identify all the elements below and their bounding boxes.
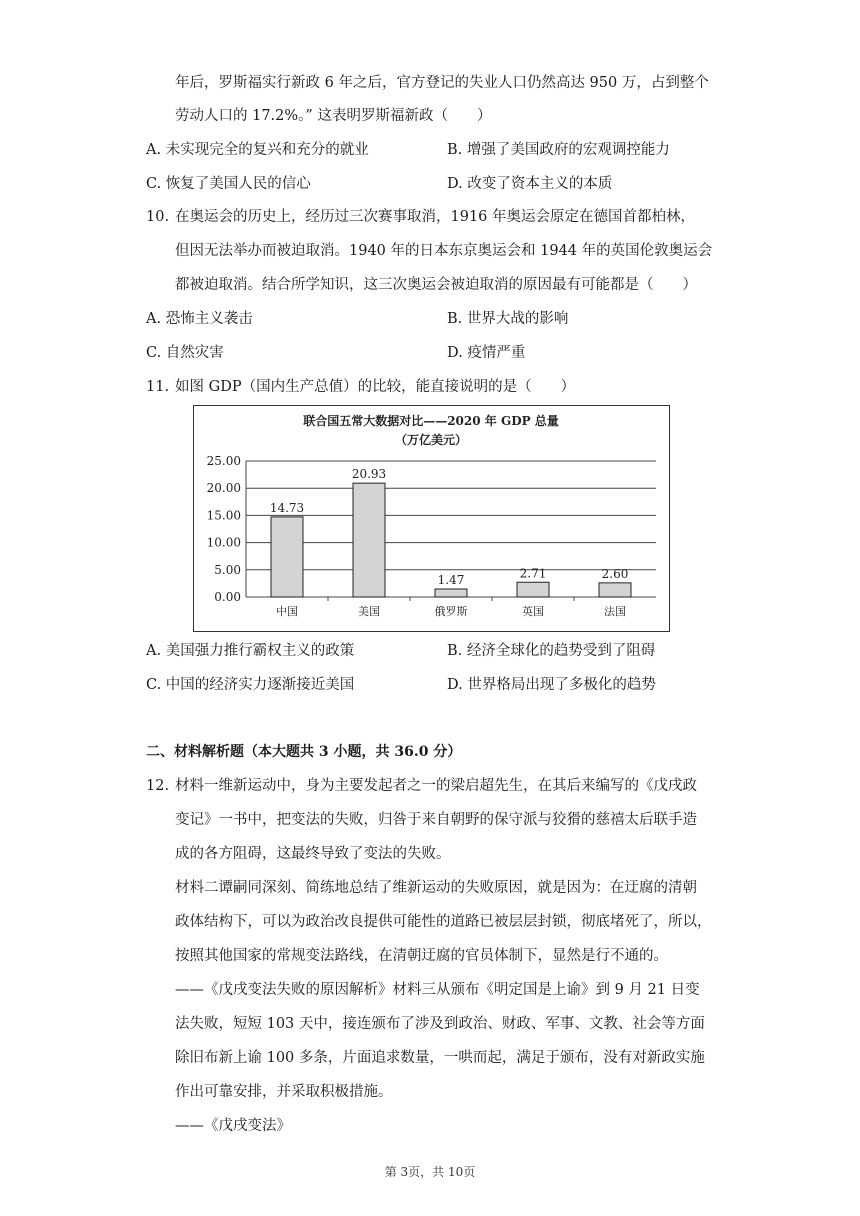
y-tick-label: 10.00 xyxy=(206,535,241,550)
q12-number: 12. xyxy=(146,778,170,794)
q12-line: 变记》一书中，把变法的失败，归咎于来自朝野的保守派与狡猾的慈禧太后联手造 xyxy=(175,812,697,828)
bar-0 xyxy=(271,517,303,597)
q10-option-c: C. 自然灾害 xyxy=(146,345,224,361)
q9-stem-line-1: 年后，罗斯福实行新政 6 年之后，官方登记的失业人口仍然高达 950 万，占到整个 xyxy=(175,75,709,91)
q11-option-b: B. 经济全球化的趋势受到了阻碍 xyxy=(447,643,656,659)
q12-line: 政体结构下，可以为政治改良提供可能性的道路已被层层封锁，彻底堵死了，所以， xyxy=(175,914,712,930)
gdp-bar-chart xyxy=(193,405,670,632)
q11-stem-line-1: 如图 GDP（国内生产总值）的比较，能直接说明的是（ ） xyxy=(175,379,576,395)
q12-line: 按照其他国家的常规变法路线，在清朝迂腐的官员体制下，显然是行不通的。 xyxy=(175,948,668,964)
page-footer: 第 3页，共 10页 xyxy=(384,1165,476,1179)
q9-option-d: D. 改变了资本主义的本质 xyxy=(447,176,613,192)
data-label: 20.93 xyxy=(351,467,387,482)
q9-option-c: C. 恢复了美国人民的信心 xyxy=(146,176,311,192)
data-label: 2.60 xyxy=(601,566,629,581)
chart-subtitle: （万亿美元） xyxy=(394,433,468,447)
bar-1 xyxy=(353,483,385,597)
x-tick-label: 中国 xyxy=(276,605,298,618)
q9-option-b: B. 增强了美国政府的宏观调控能力 xyxy=(447,142,670,158)
q10-option-b: B. 世界大战的影响 xyxy=(447,311,569,327)
q12-line: 除旧布新上谕 100 多条，片面追求数量，一哄而起，满足于颁布，没有对新政实施 xyxy=(175,1050,705,1066)
q10-stem-line-2: 但因无法举办而被迫取消。1940 年的日本东京奥运会和 1944 年的英国伦敦奥运会 xyxy=(175,243,713,259)
q10-option-a: A. 恐怖主义袭击 xyxy=(146,311,253,327)
q12-line: ——《戊戌变法》 xyxy=(175,1118,291,1134)
gdp-chart-svg xyxy=(194,406,669,631)
q11-number: 11. xyxy=(146,379,170,395)
q11-option-c: C. 中国的经济实力逐渐接近美国 xyxy=(146,677,355,693)
y-tick-label: 5.00 xyxy=(214,562,241,577)
q12-line: 材料一维新运动中，身为主要发起者之一的梁启超先生，在其后来编写的《戊戌政 xyxy=(175,778,697,794)
data-label: 1.47 xyxy=(437,573,465,588)
x-tick-label: 英国 xyxy=(522,605,544,618)
x-tick-label: 俄罗斯 xyxy=(434,605,468,618)
y-tick-label: 20.00 xyxy=(206,481,241,496)
q12-line: 作出可靠安排，并采取积极措施。 xyxy=(175,1084,393,1100)
q11-option-a: A. 美国强力推行霸权主义的政策 xyxy=(146,643,355,659)
y-tick-label: 15.00 xyxy=(206,508,241,523)
q9-stem-line-2: 劳动人口的 17.2%。” 这表明罗斯福新政（ ） xyxy=(175,108,492,124)
q12-line: 法失败，短短 103 天中，接连颁布了涉及到政治、财政、军事、文教、社会等方面 xyxy=(175,1016,705,1032)
q12-line: 材料二谭嗣同深刻、简练地总结了维新运动的失败原因，就是因为：在迂腐的清朝 xyxy=(175,880,697,896)
bar-2 xyxy=(435,589,467,597)
q12-line: ——《戊戌变法失败的原因解析》材料三从颁布《明定国是上谕》到 9 月 21 日变 xyxy=(175,982,700,998)
q10-stem-line-3: 都被迫取消。结合所学知识，这三次奥运会被迫取消的原因最有可能都是（ ） xyxy=(175,277,697,293)
y-tick-label: 0.00 xyxy=(214,590,241,604)
q9-option-a: A. 未实现完全的复兴和充分的就业 xyxy=(146,142,369,158)
section-heading: 二、材料解析题（本大题共 3 小题，共 36.0 分） xyxy=(146,744,462,760)
q10-option-d: D. 疫情严重 xyxy=(447,345,526,361)
bar-3 xyxy=(517,582,549,597)
q11-option-d: D. 世界格局出现了多极化的趋势 xyxy=(447,677,656,693)
q10-stem-line-1: 在奥运会的历史上，经历过三次赛事取消，1916 年奥运会原定在德国首都柏林， xyxy=(175,209,696,225)
x-tick-label: 法国 xyxy=(604,605,626,618)
x-tick-label: 美国 xyxy=(358,605,380,618)
q10-number: 10. xyxy=(146,209,170,225)
data-label: 2.71 xyxy=(519,566,547,581)
y-tick-label: 25.00 xyxy=(206,454,241,468)
data-label: 14.73 xyxy=(269,500,305,515)
chart-title: 联合国五常大数据对比——2020 年 GDP 总量 xyxy=(303,414,559,428)
bar-4 xyxy=(599,583,631,597)
q12-line: 成的各方阻碍，这最终导致了变法的失败。 xyxy=(175,846,451,862)
